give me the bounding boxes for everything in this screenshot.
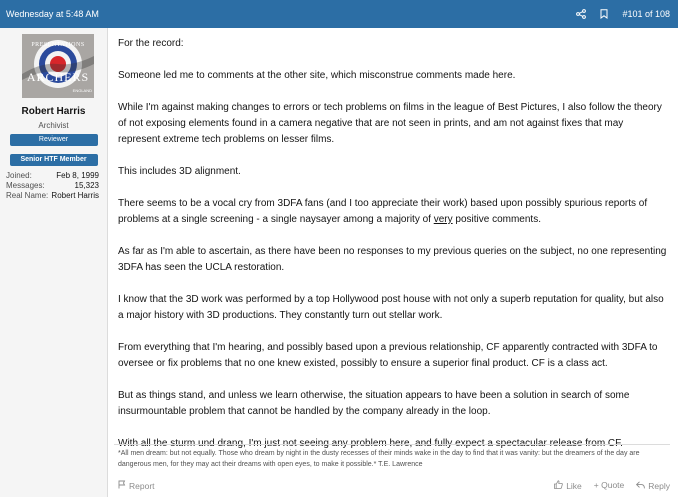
post-timestamp[interactable]: Wednesday at 5:48 AM: [6, 9, 99, 19]
extras-row-joined: [6, 171, 99, 181]
like-label: Like: [566, 480, 582, 491]
reply-arrow-icon: [636, 481, 645, 491]
username[interactable]: Robert Harris: [21, 106, 86, 117]
post-header-actions: [576, 9, 670, 19]
signature: *All men dream: but not equally. Those who dream by night in the dusty recesses of their minds wake in the day to find that it was vanity: but the dreamers of the day are dangerous men, for they may act their dreams with open eyes, to make it possible.* T.E. Lawrence: [118, 450, 640, 468]
message-paragraph: I know that the 3D work was performed by a top Hollywood post house with not only a superb reputation for quality, but also a major history with 3D productions. They constantly turn out stellar work.: [118, 294, 664, 321]
share-icon[interactable]: [576, 9, 586, 19]
quote-button[interactable]: + Quote: [593, 480, 625, 490]
text-segment: There seems to be a vocal cry from 3DFA fans (and I too appreciate their work) based upon possibly spurious reports of problems at a single screening - a single naysayer among a majority of: [118, 198, 648, 225]
bookmark-icon[interactable]: [600, 9, 608, 19]
flag-icon: [118, 480, 126, 491]
message-paragraph: Someone led me to comments at the other site, which misconstrue comments made here.: [118, 70, 516, 81]
extras-row-real-name: [6, 191, 99, 201]
message-paragraph: As far as I'm able to ascertain, as there have been no responses to my previous queries on the subject, no one representing 3DFA has seen the UCLA restoration.: [118, 246, 667, 273]
message-body: [108, 28, 678, 497]
text-segment: positive comments.: [452, 214, 541, 225]
extras-label: Real Name:: [6, 191, 49, 200]
extras-label: Messages:: [6, 181, 45, 190]
avatar[interactable]: [22, 34, 94, 98]
like-button[interactable]: [554, 480, 582, 491]
user-sidebar: [0, 28, 108, 497]
message-paragraph: While I'm against making changes to errors or tech problems on films in the league of Best Pictures, I also follow the theory of not exposing elements found in a camera negative that are not seen in prints, and am not against fixes that may represent extreme tech problems on lesser films.: [118, 102, 662, 145]
emphasis-underline: very: [433, 214, 453, 225]
avatar-logo-main: ARCHERS: [26, 70, 90, 84]
post-header: [0, 0, 678, 28]
avatar-logo-top: PRESENTATIONS: [31, 42, 85, 48]
message-paragraph: [118, 196, 668, 228]
extras-value: Feb 8, 1999: [56, 171, 99, 180]
user-extras: [0, 171, 107, 201]
avatar-logo-bottom: ENGLAND: [72, 88, 92, 93]
extras-row-messages: [6, 181, 99, 191]
reply-label: Reply: [648, 480, 670, 491]
post-number-link[interactable]: #101 of 108: [622, 9, 670, 19]
extras-value: Robert Harris: [51, 191, 99, 200]
post-actions: [554, 480, 670, 491]
message-paragraph: This includes 3D alignment.: [118, 166, 241, 177]
report-link[interactable]: [118, 480, 155, 491]
message-paragraph: For the record:: [118, 38, 184, 49]
report-label: Report: [129, 480, 155, 491]
user-title: Archivist: [38, 121, 69, 130]
reviewer-banner: Reviewer: [10, 134, 98, 146]
extras-label: Joined:: [6, 171, 32, 180]
message-paragraph: With all the sturm und drang, I'm just not seeing any problem here, and fully expect a spectacular release from CF.: [118, 438, 623, 449]
reply-button[interactable]: [636, 480, 670, 491]
message-paragraph: But as things stand, and unless we learn otherwise, the situation appears to have been a solution in search of some insurmountable problem that cannot be handled by the company already in the loop.: [118, 390, 630, 417]
signature-divider: [114, 444, 670, 445]
extras-value: 15,323: [74, 181, 99, 190]
message-paragraph: From everything that I'm hearing, and possibly based upon a previous relationship, CF apparently contracted with 3DFA to oversee or fix problems that no one knew existed, possibly to ensure a superior final product. CF is a class act.: [118, 342, 658, 369]
thumbs-up-icon: [554, 480, 563, 491]
senior-member-banner: Senior HTF Member: [10, 154, 98, 166]
